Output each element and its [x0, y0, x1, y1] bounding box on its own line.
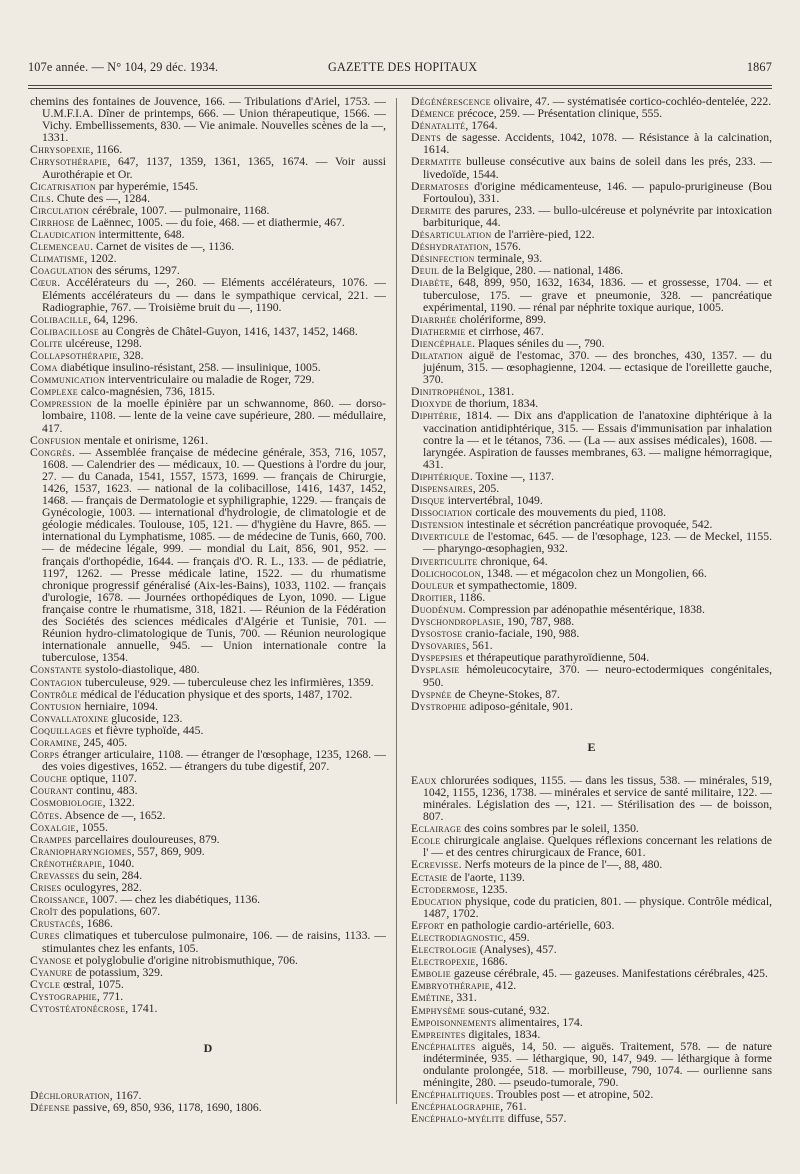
entry-headword: Coramine	[30, 735, 78, 749]
entry-references: , 561.	[466, 639, 493, 653]
entry-headword: Dyschondroplasie	[411, 615, 502, 629]
entry-headword: Diverticulite	[411, 554, 478, 568]
entry-headword: Emétine	[411, 991, 451, 1005]
entry-headword: Diathermie	[411, 324, 466, 338]
header-rule-bottom	[28, 88, 772, 89]
entry-headword: Colibacille	[30, 312, 89, 326]
entry-headword: Ectodermose	[411, 882, 476, 896]
index-entry	[411, 350, 772, 386]
entry-headword: Coagulation	[30, 264, 94, 278]
entry-headword: Dysplasie	[411, 663, 460, 677]
entry-list-c	[30, 96, 386, 1015]
entry-headword: Dystrophie	[411, 699, 467, 713]
entry-references: , 1235.	[475, 882, 508, 896]
header-journal-title: GAZETTE DES HOPITAUX	[328, 60, 478, 74]
entry-headword: Couche	[30, 772, 68, 786]
entry-headword: Climatisme	[30, 252, 85, 266]
entry-headword: Dioxyde	[411, 397, 453, 411]
entry-headword: Distension	[411, 518, 464, 532]
entry-references: , 64, 1296.	[88, 312, 138, 326]
entry-list-e	[411, 775, 772, 1126]
entry-references: œstral, 1075.	[60, 977, 124, 991]
entry-references: bulleuse consécutive aux bains de soleil dans les prés, 233. — livedoïde, 1544.	[423, 155, 772, 181]
entry-headword: Dinitrophénol	[411, 385, 483, 399]
index-entry	[30, 1102, 386, 1114]
entry-references: calco-magnésien, 736, 1815.	[77, 385, 215, 399]
entry-references: cholériforme, 899.	[456, 312, 547, 326]
entry-references: diffuse, 557.	[504, 1112, 567, 1126]
entry-references: de Laënnec, 1005. — du foie, 468. — et diathermie, 467.	[74, 215, 345, 229]
entry-headword: Dermite	[411, 203, 452, 217]
entry-references: corticale des mouvements du pied, 1108.	[472, 506, 667, 520]
entry-headword: Diencéphale	[411, 336, 473, 350]
entry-headword: Dégénérescence	[411, 96, 491, 108]
entry-references: tuberculeuse, 929. — tuberculeuse chez les infirmières, 1359.	[82, 675, 374, 689]
entry-references: , 1167.	[109, 1089, 142, 1103]
index-entry	[30, 277, 386, 313]
entry-headword: Crevasses	[30, 869, 80, 882]
entry-headword: Embryothérapie	[411, 979, 490, 993]
entry-references: diabétique insulino-résistant, 258. — insulinique, 1005.	[57, 361, 321, 375]
index-entry	[30, 96, 386, 144]
entry-references: systolo-diastolique, 480.	[82, 663, 200, 677]
entry-references: herniaire, 1094.	[81, 699, 158, 713]
entry-headword: Cystographie	[30, 989, 97, 1003]
entry-headword: Effort	[411, 918, 445, 932]
entry-headword: Dilatation	[411, 348, 464, 362]
index-entry	[411, 775, 772, 823]
entry-headword: Désinfection	[411, 252, 475, 266]
entry-headword: Chrysothérapie	[30, 155, 108, 169]
index-entry	[411, 277, 772, 313]
entry-headword: Crises	[30, 881, 62, 895]
entry-references: , 1381.	[482, 385, 515, 399]
entry-headword: Crustacés	[30, 917, 81, 931]
entry-references: au Congrès de Châtel-Guyon, 1416, 1437, 1452, 1468.	[99, 324, 358, 338]
entry-headword: Empoisonnements	[411, 1015, 497, 1029]
header-page-number: 1867	[746, 60, 772, 74]
entry-references: optique, 1107.	[67, 772, 137, 786]
entry-references: des sérums, 1297.	[93, 264, 180, 278]
entry-headword: Education	[411, 894, 462, 908]
entry-references: alimentaires, 174.	[496, 1015, 583, 1029]
entry-headword: Clemenceau	[30, 240, 91, 254]
entry-references: , 1166.	[90, 143, 123, 157]
entry-headword: Courant	[30, 784, 74, 798]
entry-headword: Emphysème	[411, 1003, 466, 1017]
entry-references: ulcéreuse, 1298.	[62, 336, 142, 350]
index-entry	[411, 1113, 772, 1125]
entry-references: . Accélérateurs du —, 260. — Eléments accélérateurs, 1076. — Eléments accélérateurs du — dans le sympathique cervical, 221. — Radiographie, 767. — Troisième bruit du —, 1190.	[42, 276, 386, 314]
entry-headword: Dysovaries	[411, 639, 467, 653]
entry-references: de l'estomac, 645. — de l'œsophage, 123. — de Meckel, 1155. — pharyngo-œsophagien, 932.	[423, 530, 772, 556]
entry-headword: Encéphalitiques	[411, 1088, 491, 1102]
entry-references: chlorurées sodiques, 1155. — dans les tissus, 538. — minérales, 519, 1042, 1155, 1236, 1738. — minérales et service de santé militaire, 122. — minérales. Législation des —, 121. — Stérilisation des — de boisson, 807.	[423, 773, 772, 824]
entry-references: physique, code du praticien, 801. — physique. Contrôle médical, 1487, 1702.	[423, 894, 772, 920]
entry-references: , 245, 405.	[77, 735, 128, 749]
entry-headword: Corps	[30, 748, 60, 762]
entry-references: et cirrhose, 467.	[465, 324, 544, 338]
entry-headword: Complexe	[30, 385, 78, 399]
entry-headword: Encéphalo-myélite	[411, 1112, 505, 1126]
running-header	[28, 60, 772, 80]
section-letter-d: D	[203, 1041, 213, 1056]
entry-headword: Cosmobiologie	[30, 796, 103, 810]
entry-headword: Défense	[30, 1101, 70, 1115]
entry-references: , 331.	[450, 991, 477, 1005]
entry-headword: Déshydratation	[411, 240, 489, 254]
entry-references: cérébrale, 1007. — pulmonaire, 1168.	[89, 203, 270, 217]
entry-headword: Contrôle	[30, 687, 78, 701]
entry-references: continu, 483.	[73, 784, 138, 798]
header-issue-info: 107e année. — N° 104, 29 déc. 1934.	[28, 60, 219, 74]
entry-headword: Dyspepsies	[411, 651, 463, 665]
entry-references: . Nerfs moteurs de la pince de l'—, 88, 480.	[458, 858, 663, 872]
entry-references: . Absence de —, 1652.	[59, 808, 166, 822]
entry-references: étranger articulaire, 1108. — étranger de l'œsophage, 1235, 1268. — des voies digestives, 1652. — étrangers du tube digestif, 207.	[42, 748, 386, 774]
entry-references: chirurgicale anglaise. Quelques réflexions concernant les relations de l' — et des centres chirurgicaux de France, 601.	[423, 834, 772, 860]
index-entry	[411, 664, 772, 688]
column-divider	[396, 98, 397, 1104]
entry-headword: Disque	[411, 494, 445, 508]
entry-headword: Eclairage	[411, 822, 462, 836]
index-entry	[411, 701, 772, 713]
index-entry	[411, 896, 772, 920]
entry-headword: Communication	[30, 373, 106, 387]
entry-references: terminale, 93.	[474, 252, 543, 266]
entry-references: . Carnet de visites de —, 1136.	[90, 240, 235, 254]
entry-references: , 1576.	[488, 240, 521, 254]
entry-references: , 1348. — et mégacolon chez un Mongolien, 66.	[480, 566, 707, 580]
entry-headword: Collapsothérapie	[30, 348, 118, 362]
entry-references: de la Belgique, 280. — national, 1486.	[439, 264, 624, 278]
entry-headword: Compression	[30, 397, 92, 411]
entry-references: , 648, 899, 950, 1632, 1634, 1836. — et grossesse, 1704. — et tuberculose, 175. — grave et pneumonie, 328. — pancréatique expérimental, 1190. — rénal par néphrite toxique auriquе, 1005.	[423, 276, 772, 314]
entry-references: , 328.	[117, 348, 144, 362]
entry-references: . — Assemblée française de médecine générale, 353, 716, 1057, 1608. — Calendrier des — médicaux, 10. — Questions à l'ordre du jour, 27. — du Canada, 1541, 1557, 1573, 1699. — français de Chirurgie, 1426, 1537, 1623. — national de la colibacillose, 1416, 1437, 1452, 1468. — français de Dermatologie et syphiligraphie, 1229. — français de Gynécologie, 1003. — international d'hydrologie, de climatologie et de géologie médicales. Toulouse, 105, 121. — d'hygiène du Havre, 865. — international du Lymphatisme, 1085. — de médecine de Tunis, 660, 700. — de médecine légale, 999. — mondial du Lait, 856, 901, 952. — français d'orthopédie, 1644. — français d'O. R. L., 133. — de pédiatrie, 1197, 1262. — Presse médicale latine, 1522. — du rhumatisme chronique progressif généralisé (Aix-les-Bains), 1033, 1102. — français d'urologie, 1678. — Journées orthopédiques de Lyon, 1090. — Ligue française contre le rhumatisme, 318, 1821. — Réunion de la Fédération des Sociétés des sciences médicales d'Algérie et Tunisie, 701. — Réunion hydro-climatologique de Tunis, 700. — Réunion neurologique internationale annuelle, 945. — Union internationale contre la tuberculose, 1354.	[42, 445, 386, 665]
entry-headword: Dermatite	[411, 155, 462, 169]
entry-references: parcellaires douloureuses, 879.	[71, 832, 220, 846]
entry-references: . Plaques séniles du —, 790.	[472, 336, 605, 350]
entry-headword: Cirrhose	[30, 215, 75, 229]
entry-references: , 557, 869, 909.	[131, 844, 205, 858]
entry-headword: Colibacillose	[30, 324, 100, 338]
entry-references: olivaire, 47. — systématisée cortico-cochléo-dentelée, 222.	[490, 96, 772, 108]
index-entry	[30, 156, 386, 180]
entry-headword: Cures	[30, 929, 60, 943]
entry-references: , 1764.	[465, 119, 498, 133]
entry-references: , 1007. — chez les diabétiques, 1136.	[85, 893, 261, 907]
entry-references: hémoleucocytaire, 370. — neuro-ectodermiques congénitales, 950.	[423, 663, 772, 689]
index-entry	[411, 132, 772, 156]
entry-headword: Coxalgie	[30, 820, 76, 834]
entry-references: digitales, 1834.	[465, 1027, 541, 1041]
entry-headword: Diphtérique	[411, 469, 470, 483]
entry-references: , 761.	[500, 1100, 527, 1114]
entry-references: et fièvre typhoïde, 445.	[91, 723, 204, 737]
entry-headword: Cils	[30, 191, 51, 205]
entry-headword: Cycle	[30, 977, 61, 991]
entry-references: , 412.	[489, 979, 517, 993]
entry-headword: Cœur	[30, 276, 58, 290]
entry-headword: Côtes	[30, 808, 60, 822]
entry-references: passive, 69, 850, 936, 1178, 1690, 1806.	[69, 1101, 262, 1115]
index-column-right	[411, 96, 772, 1160]
entry-headword: Ecrevisse	[411, 858, 459, 872]
entry-references: , 1814. — Dix ans d'application de l'anatoxine diphtérique à la vaccination antidiphtérique, 315. — Essais d'immunisation par inhalation contre la — et le tétanos, 736. — (La — aux assises médicales), 1608. — laryngée. Aspiration de fausses membranes, 63. — maligne hémorragique, 431.	[423, 409, 772, 471]
index-entry	[411, 181, 772, 205]
entry-references: des parures, 233. — bullo-ulcéreuse et polynévrite par intoxication barbiturique, 44.	[423, 203, 772, 229]
index-entry	[411, 156, 772, 180]
entry-headword: Eaux	[411, 773, 437, 787]
entry-references: mentale et onirisme, 1261.	[80, 433, 209, 447]
entry-headword: Contagion	[30, 675, 83, 689]
entry-references: . Chute des —, 1284.	[51, 191, 151, 205]
entry-headword: Cyanose	[30, 953, 72, 967]
entry-headword: Dénatalité	[411, 119, 466, 133]
entry-headword: Chrysopexie	[30, 143, 91, 157]
entry-references: . Toxine —, 1137.	[469, 469, 555, 483]
entry-references: chemins des fontaines de Jouvence, 166. — Tribulations d'Ariel, 1753. — U.M.F.I.A. Dîner de printemps, 666. — Union thérapeutique, 1566. — Vichy. Embellissements, 830. — Vie animale. Nouvelles scènes de la —, 1331.	[30, 96, 386, 145]
entry-references: climatiques et tuberculose pulmonaire, 106. — de raisins, 1133. — stimulantes chez les enfants, 105.	[42, 929, 386, 955]
entry-references: , 1322.	[102, 796, 135, 810]
entry-references: par hyperémie, 1545.	[95, 179, 199, 193]
entry-headword: Deuil	[411, 264, 440, 278]
entry-headword: Coquillages	[30, 723, 92, 737]
entry-references: gazeuse cérébrale, 45. — gazeuses. Manifestations cérébrales, 425.	[450, 967, 768, 981]
entry-references: de potassium, 329.	[72, 965, 163, 979]
entry-headword: Diarrhée	[411, 312, 457, 326]
entry-headword: Diabète	[411, 276, 450, 290]
entry-references: des coins sombres par le soleil, 1350.	[461, 822, 639, 836]
entry-references: sous-cutané, 932.	[465, 1003, 550, 1017]
entry-references: en pathologie cardio-artérielle, 603.	[444, 918, 615, 932]
entry-references: d'origine médicamenteuse, 146. — papulo-prurigineuse (Bou Fortoulou), 331.	[423, 179, 772, 205]
index-column-left	[30, 96, 386, 1160]
entry-headword: Ecole	[411, 834, 441, 848]
entry-references: , 1686.	[80, 917, 113, 931]
entry-headword: Crénothérapie	[30, 856, 103, 870]
entry-headword: Craniopharyngiomes	[30, 844, 132, 858]
entry-headword: Colite	[30, 336, 63, 350]
entry-headword: Contusion	[30, 699, 82, 713]
entry-references: interventriculaire ou maladie de Roger, 729.	[105, 373, 315, 387]
entry-references: , 1686.	[475, 955, 508, 969]
entry-references: , 1186.	[453, 590, 486, 604]
index-entry	[30, 930, 386, 954]
entry-list-d	[30, 1090, 386, 1114]
entry-headword: Dents	[411, 131, 441, 145]
entry-headword: Déchloruration	[30, 1089, 110, 1103]
entry-references: de Cheyne-Stokes, 87.	[451, 687, 560, 701]
entry-references: (Analyses), 457.	[476, 943, 557, 957]
index-entry	[411, 835, 772, 859]
entry-headword: Encéphalographie	[411, 1100, 501, 1114]
entry-references: de sagesse. Accidents, 1042, 1078. — Résistance à la calcination, 1614.	[423, 131, 772, 157]
entry-references: et polyglobulie d'origine nitrobismuthique, 706.	[71, 953, 298, 967]
entry-references: . Troubles post — et atropine, 502.	[490, 1088, 654, 1102]
entry-headword: Embolie	[411, 967, 451, 981]
entry-list-d-continued	[411, 96, 772, 713]
entry-headword: Confusion	[30, 433, 81, 447]
entry-references: , 205.	[472, 482, 500, 495]
entry-references: de l'arrière-pied, 122.	[491, 228, 595, 242]
index-entry	[30, 749, 386, 773]
section-letter-e: E	[587, 739, 596, 754]
entry-references: et sympathectomie, 1809.	[453, 578, 577, 592]
entry-references: adiposo-génitale, 901.	[466, 699, 573, 713]
entry-headword: Congrès	[30, 445, 72, 459]
entry-references: de l'aorte, 1139.	[447, 870, 525, 884]
entry-headword: Cyanure	[30, 965, 73, 979]
index-entry	[411, 205, 772, 229]
entry-references: des populations, 607.	[57, 905, 161, 919]
entry-headword: Electropexie	[411, 955, 476, 969]
index-entry	[30, 447, 386, 665]
entry-headword: Diphtérie	[411, 409, 458, 423]
entry-headword: Duodénum	[411, 602, 463, 616]
entry-headword: Dermatoses	[411, 179, 469, 193]
entry-references: oculogyres, 282.	[61, 881, 142, 895]
index-entry	[411, 1041, 772, 1089]
entry-headword: Circulation	[30, 203, 90, 217]
entry-headword: Crampes	[30, 832, 72, 846]
entry-references: chronique, 64.	[477, 554, 548, 568]
index-entry	[411, 531, 772, 555]
entry-references: cranio-faciale, 190, 988.	[462, 627, 580, 641]
entry-references: intestinale et sécrétion pancréatique provoquée, 542.	[463, 518, 713, 532]
entry-references: , 1055.	[75, 820, 108, 834]
entry-headword: Diverticule	[411, 530, 470, 544]
entry-headword: Droitier	[411, 590, 454, 604]
entry-references: , 459.	[503, 931, 530, 944]
entry-references: , 647, 1137, 1359, 1361, 1365, 1674. — Voir aussi Aurothérapie et Or.	[42, 155, 386, 181]
entry-headword: Electrodiagnostic	[411, 931, 504, 944]
entry-headword: Electrologie	[411, 943, 477, 957]
entry-references: , 190, 787, 988.	[501, 615, 575, 629]
entry-references: , 1040.	[102, 856, 135, 870]
entry-headword: Dysostose	[411, 627, 463, 641]
entry-headword: Dispensaires	[411, 482, 473, 495]
entry-references: intermittente, 648.	[95, 228, 185, 242]
entry-headword: Douleur	[411, 578, 454, 592]
entry-headword: Dyspnée	[411, 687, 452, 701]
entry-headword: Dolichocolon	[411, 566, 481, 580]
entry-references: aiguës, 14, 50. — aiguës. Traitement, 578. — de nature indéterminée, 935. — léthargique, 90, 147, 949. — léthargique à forme ondulante prolongée, 518. — morbilleuse, 790, 1074. — ourlienne sans méningite, 280. — pseudo-tumorale, 790.	[423, 1039, 772, 1090]
entry-references: du sein, 284.	[79, 869, 143, 882]
index-entry	[411, 410, 772, 470]
entry-headword: Cytostéatonécrose	[30, 1002, 126, 1016]
entry-references: , 1202.	[84, 252, 117, 266]
entry-headword: Encéphalites	[411, 1039, 476, 1053]
entry-references: , 771.	[96, 989, 124, 1003]
entry-references: intervertébral, 1049.	[444, 494, 543, 508]
index-entry	[30, 1003, 386, 1015]
entry-headword: Désarticulation	[411, 228, 492, 242]
entry-headword: Ectasie	[411, 870, 448, 884]
entry-references: . Compression par adénopathie mésentérique, 1838.	[462, 602, 705, 616]
entry-references: , 1741.	[125, 1002, 158, 1016]
entry-headword: Convallatoxine	[30, 711, 109, 725]
entry-headword: Empreintes	[411, 1027, 466, 1041]
entry-references: médical de l'éducation physique et des sports, 1487, 1702.	[77, 687, 353, 701]
header-rule-top	[28, 85, 772, 86]
entry-references: de thorium, 1834.	[452, 397, 539, 411]
entry-references: aiguë de l'estomac, 370. — des bronches, 430, 1357. — du jujénum, 315. — œsophagienne, 1204. — ectasique de l'oreillette gauche, 370.	[423, 348, 772, 387]
entry-headword: Constante	[30, 663, 83, 677]
index-entry	[30, 398, 386, 434]
entry-headword: Cicatrisation	[30, 179, 96, 193]
entry-references: de la moelle épinière par un schwannome, 860. — dorso-lombaire, 1108. — lente de la veine cave supérieure, 280. — médullaire, 417.	[42, 397, 386, 435]
entry-headword: Croît	[30, 905, 58, 919]
entry-references: et thérapeutique parathyroïdienne, 504.	[462, 651, 650, 665]
entry-headword: Croissance	[30, 893, 86, 907]
entry-references: précoce, 259. — Présentation clinique, 555.	[454, 107, 663, 121]
entry-references: glucoside, 123.	[108, 711, 183, 725]
entry-headword: Coma	[30, 361, 58, 375]
entry-headword: Dissociation	[411, 506, 473, 520]
entry-headword: Claudication	[30, 228, 96, 242]
entry-headword: Démence	[411, 107, 455, 121]
